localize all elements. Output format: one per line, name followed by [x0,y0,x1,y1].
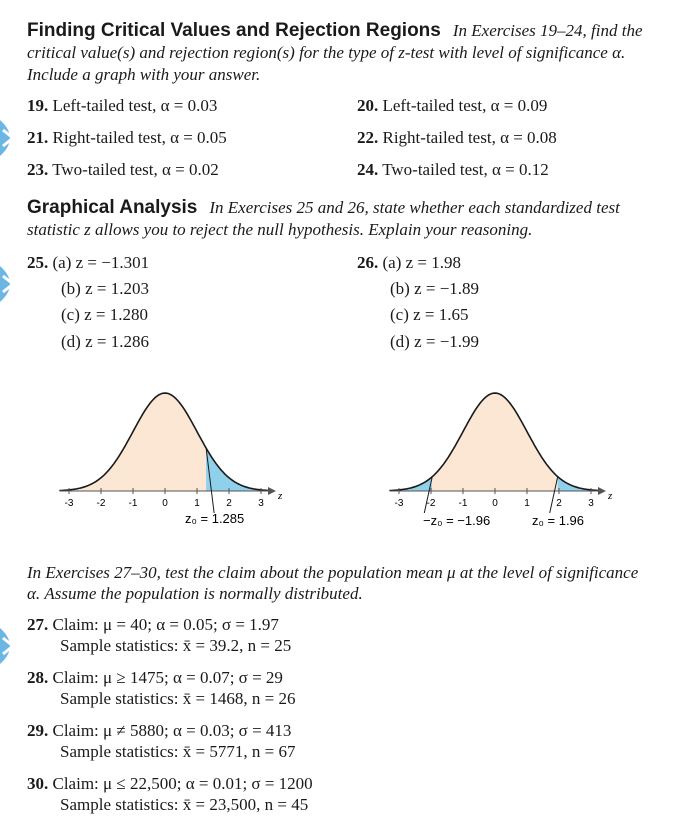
exercise-19 [27,96,217,116]
exercise-number: 25. [27,253,49,272]
normal-curve-right-tailed [55,365,285,540]
axis-label: z [278,490,283,502]
tick-label: 1 [524,498,530,509]
exercise-25-part-c: (c) z = 1.280 [61,305,149,324]
exercise-26-part-d: (d) z = −1.99 [390,332,480,351]
exercise-20 [357,96,547,116]
tick-label: -1 [128,498,138,509]
exercise-text: Two-tailed test, α = 0.12 [382,160,549,179]
exercise-25 [27,253,149,273]
tick-label: -2 [426,498,436,509]
axis-arrow-icon [598,487,606,495]
exercise-claim: Claim: μ = 40; α = 0.05; σ = 1.97 [52,615,279,634]
exercise-number: 26. [357,253,379,272]
section-graphical-analysis [27,197,652,241]
exercise-stats: Sample statistics: x̄ = 23,500, n = 45 [60,795,309,814]
exercise-stats: Sample statistics: x̄ = 5771, n = 67 [60,742,296,761]
exercise-number: 21. [27,128,49,147]
section-intro: In Exercises 25 and 26, state whether each standardized test statistic z allows you to reject the null hypothesis. Explain your reasoning. [27,198,620,239]
exercise-22 [357,128,557,148]
exercise-text: Left-tailed test, α = 0.03 [52,96,218,115]
tick-label: 0 [162,498,168,509]
exercise-25-part-b: (b) z = 1.203 [61,279,149,298]
exercise-part: (a) z = −1.301 [52,253,150,272]
exercise-text: Left-tailed test, α = 0.09 [382,96,548,115]
tick-label: -3 [64,498,74,509]
axis-label: z [608,490,613,502]
critical-value-label: z₀ = 1.285 [185,511,245,526]
curve-area [59,393,270,491]
rejection-region-right [558,477,601,491]
exercise-21 [27,128,227,148]
tick-label: 1 [194,498,200,509]
exercise-marker-icon [0,120,20,156]
exercise-25-part-d: (d) z = 1.286 [61,332,149,351]
section-hypothesis-tests-intro: In Exercises 27–30, test the claim about the population mean μ at the level of significance α. Assume the population is normally distributed. [27,563,639,603]
exercise-claim: Claim: μ ≤ 22,500; α = 0.01; σ = 1200 [52,774,313,793]
tick-label: 2 [226,498,232,509]
exercise-number: 29. [27,721,49,740]
exercise-marker-icon [0,266,20,302]
exercise-stats: Sample statistics: x̄ = 39.2, n = 25 [60,636,292,655]
tick-label: -1 [458,498,468,509]
tick-label: 3 [588,498,594,509]
critical-value-label-right: z₀ = 1.96 [532,513,585,528]
tick-label: -3 [394,498,404,509]
exercise-24 [357,160,549,180]
exercise-29 [27,720,295,762]
exercise-number: 24. [357,160,379,179]
section-heading: Finding Critical Values and Rejection Regions [27,20,441,41]
exercise-number: 23. [27,160,49,179]
exercise-part: (a) z = 1.98 [382,253,462,272]
exercise-28 [27,667,295,709]
exercise-claim: Claim: μ ≥ 1475; α = 0.07; σ = 29 [52,668,283,687]
exercise-claim: Claim: μ ≠ 5880; α = 0.03; σ = 413 [52,721,292,740]
exercise-number: 30. [27,774,49,793]
exercise-number: 19. [27,96,49,115]
section-intro: In Exercises 19–24, find the critical value(s) and rejection region(s) for the type of z-test with level of significance α. Include a graph with your answer. [27,21,643,84]
exercise-26-part-b: (b) z = −1.89 [390,279,480,298]
exercise-30 [27,773,313,815]
exercise-26 [357,253,461,273]
tick-label: 3 [258,498,264,509]
exercise-text: Right-tailed test, α = 0.08 [382,128,557,147]
exercise-text: Right-tailed test, α = 0.05 [52,128,227,147]
section-critical-values [27,20,652,86]
exercise-marker-icon [0,628,20,664]
exercise-26-part-c: (c) z = 1.65 [390,305,469,324]
exercise-text: Two-tailed test, α = 0.02 [52,160,219,179]
tick-label: 0 [492,498,498,509]
exercise-27 [27,614,291,656]
exercise-23 [27,160,219,180]
exercise-number: 22. [357,128,379,147]
exercise-number: 20. [357,96,379,115]
exercise-number: 28. [27,668,49,687]
section-heading: Graphical Analysis [27,197,198,218]
critical-value-label-left: −z₀ = −1.96 [423,513,491,528]
exercise-stats: Sample statistics: x̄ = 1468, n = 26 [60,689,296,708]
tick-label: -2 [96,498,106,509]
axis-arrow-icon [268,487,276,495]
tick-label: 2 [556,498,562,509]
exercise-number: 27. [27,615,49,634]
rejection-region-left [389,478,432,491]
curve-area [389,393,600,491]
normal-curve-two-tailed [385,365,615,540]
